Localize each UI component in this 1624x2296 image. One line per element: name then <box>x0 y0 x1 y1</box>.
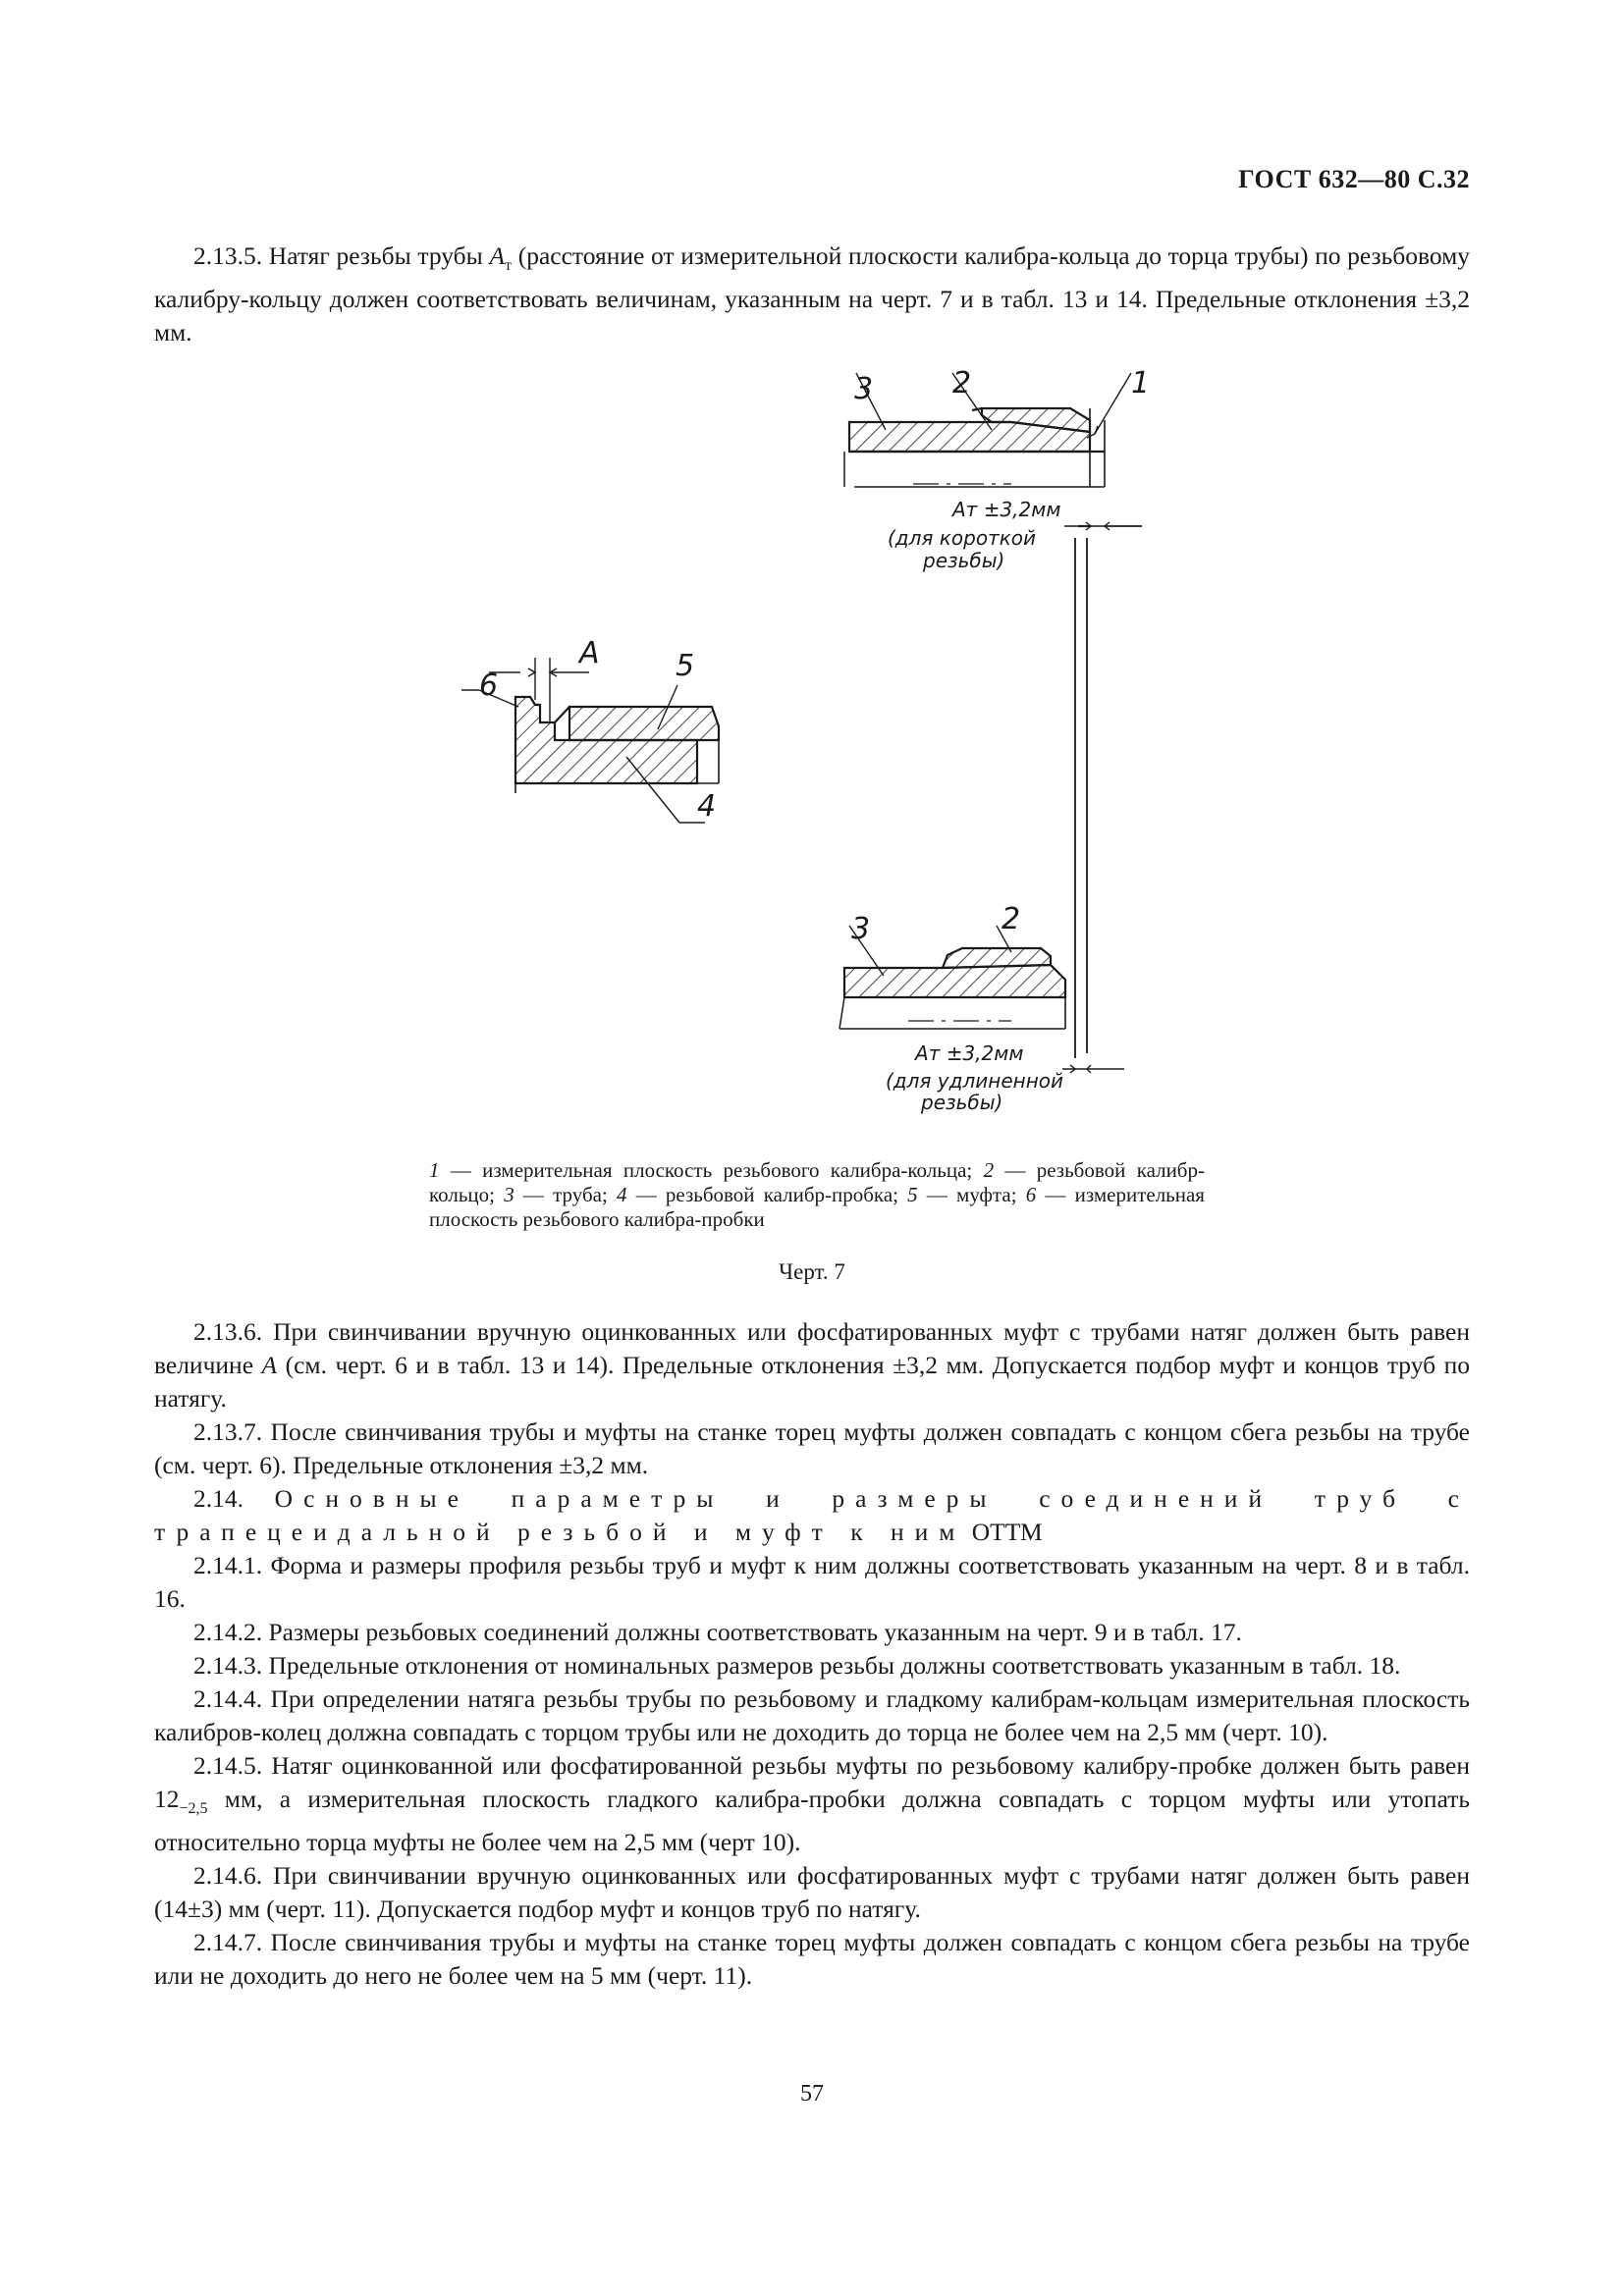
pipe-bottom <box>844 965 1065 997</box>
coupling <box>569 707 719 740</box>
label-2-bottom: 2 <box>1001 902 1021 936</box>
section-heading-2-14: 2.14. Основные параметры и размеры соединений труб с трапецеидальной резьбой и муфт к ним ОТТМ <box>154 1484 1470 1546</box>
label-6: 6 <box>479 668 499 703</box>
tolerance-top-note-2: резьбы) <box>923 549 1005 572</box>
label-a: A <box>579 636 600 670</box>
body-section <box>154 1315 1470 1993</box>
tolerance-top: Aт ±3,2мм <box>952 498 1061 521</box>
technical-drawing <box>461 361 1168 1127</box>
tolerance-top-note-1: (для короткой <box>888 526 1037 550</box>
figure-caption: 1 — измерительная плоскость резьбового калибра-кольца; 2 — резьбовой калибр-кольцо; 3 — труба; 4 — резьбовой калибр-пробка; 5 — муфта; 6 — измерительная плоскость резьбового калибра-пробки <box>429 1158 1205 1231</box>
intro-section <box>154 240 1470 349</box>
paragraph-2-14-1: 2.14.1. Форма и размеры профиля резьбы труб и муфт к ним должны соответствовать указанным на черт. 8 и в табл. 16. <box>154 1551 1470 1613</box>
label-5: 5 <box>676 649 695 683</box>
label-4: 4 <box>697 789 717 824</box>
tolerance-bottom-note-1: (для удлиненной <box>886 1069 1064 1093</box>
label-3-bottom: 3 <box>851 912 871 946</box>
paragraph-2-13-5: 2.13.5. Натяг резьбы трубы $A_т$ (расстояние от измерительной плоскости калибра-кольца до торца трубы) по резьбовому калибру-кольцу должен соответствовать величинам, указанным на черт. 7 и в табл. 13 и 14. Предельные отклонения ±3,2 мм. <box>154 241 1470 347</box>
page-header: ГОСТ 632—80 С.32 <box>1238 165 1470 193</box>
paragraph-2-14-3: 2.14.3. Предельные отклонения от номинальных размеров резьбы должны соответствовать указанным в табл. 18. <box>193 1651 1401 1680</box>
paragraph-2-13-7: 2.13.7. После свинчивания трубы и муфты на станке торец муфты должен совпадать с концом сбега резьбы на трубе (см. черт. 6). Предельные отклонения ±3,2 мм. <box>154 1417 1470 1479</box>
label-3-top: 3 <box>854 372 874 406</box>
page-number: 57 <box>800 2081 824 2107</box>
label-2-top: 2 <box>952 366 972 400</box>
paragraph-2-14-2: 2.14.2. Размеры резьбовых соединений должны соответствовать указанным на черт. 9 и в табл. 17. <box>193 1618 1242 1646</box>
ring-gauge-bottom <box>943 948 1051 968</box>
paragraph-2-14-4: 2.14.4. При определении натяга резьбы трубы по резьбовому и гладкому калибрам-кольцам измерительная плоскость калибров-колец должна совпадать с торцом трубы или не доходить до торца не более чем на 2,5 мм (черт. 10). <box>154 1684 1470 1746</box>
paragraph-2-13-6: 2.13.6. При свинчивании вручную оцинкованных или фосфатированных муфт с трубами натяг должен быть равен величине A (см. черт. 6 и в табл. 13 и 14). Предельные отклонения ±3,2 мм. Допускается подбор муфт и концов труб по натягу. <box>154 1317 1470 1413</box>
drawing-7 <box>461 361 1168 1127</box>
label-1: 1 <box>1131 366 1151 400</box>
figure-title: Черт. 7 <box>779 1259 845 1284</box>
tolerance-bottom-note-2: резьбы) <box>921 1091 1003 1114</box>
paragraph-2-14-6: 2.14.6. При свинчивании вручную оцинкованных или фосфатированных муфт с трубами натяг должен быть равен (14±3) мм (черт. 11). Допускается подбор муфт и концов труб по натягу. <box>154 1861 1470 1924</box>
tolerance-bottom: Aт ±3,2мм <box>915 1041 1024 1065</box>
paragraph-2-14-5: 2.14.5. Натяг оцинкованной или фосфатированной резьбы муфты по резьбовому калибру-пробке должен быть равен $12_{-2,5}$ мм, а измерительная плоскость гладкого калибра-пробки должна совпадать с торцом муфты или утопать относительно торца муфты не более чем на 2,5 мм (черт 10). <box>154 1751 1470 1857</box>
paragraph-2-14-7: 2.14.7. После свинчивания трубы и муфты на станке торец муфты должен совпадать с концом сбега резьбы на трубе или не доходить до него не более чем на 5 мм (черт. 11). <box>154 1928 1470 1991</box>
